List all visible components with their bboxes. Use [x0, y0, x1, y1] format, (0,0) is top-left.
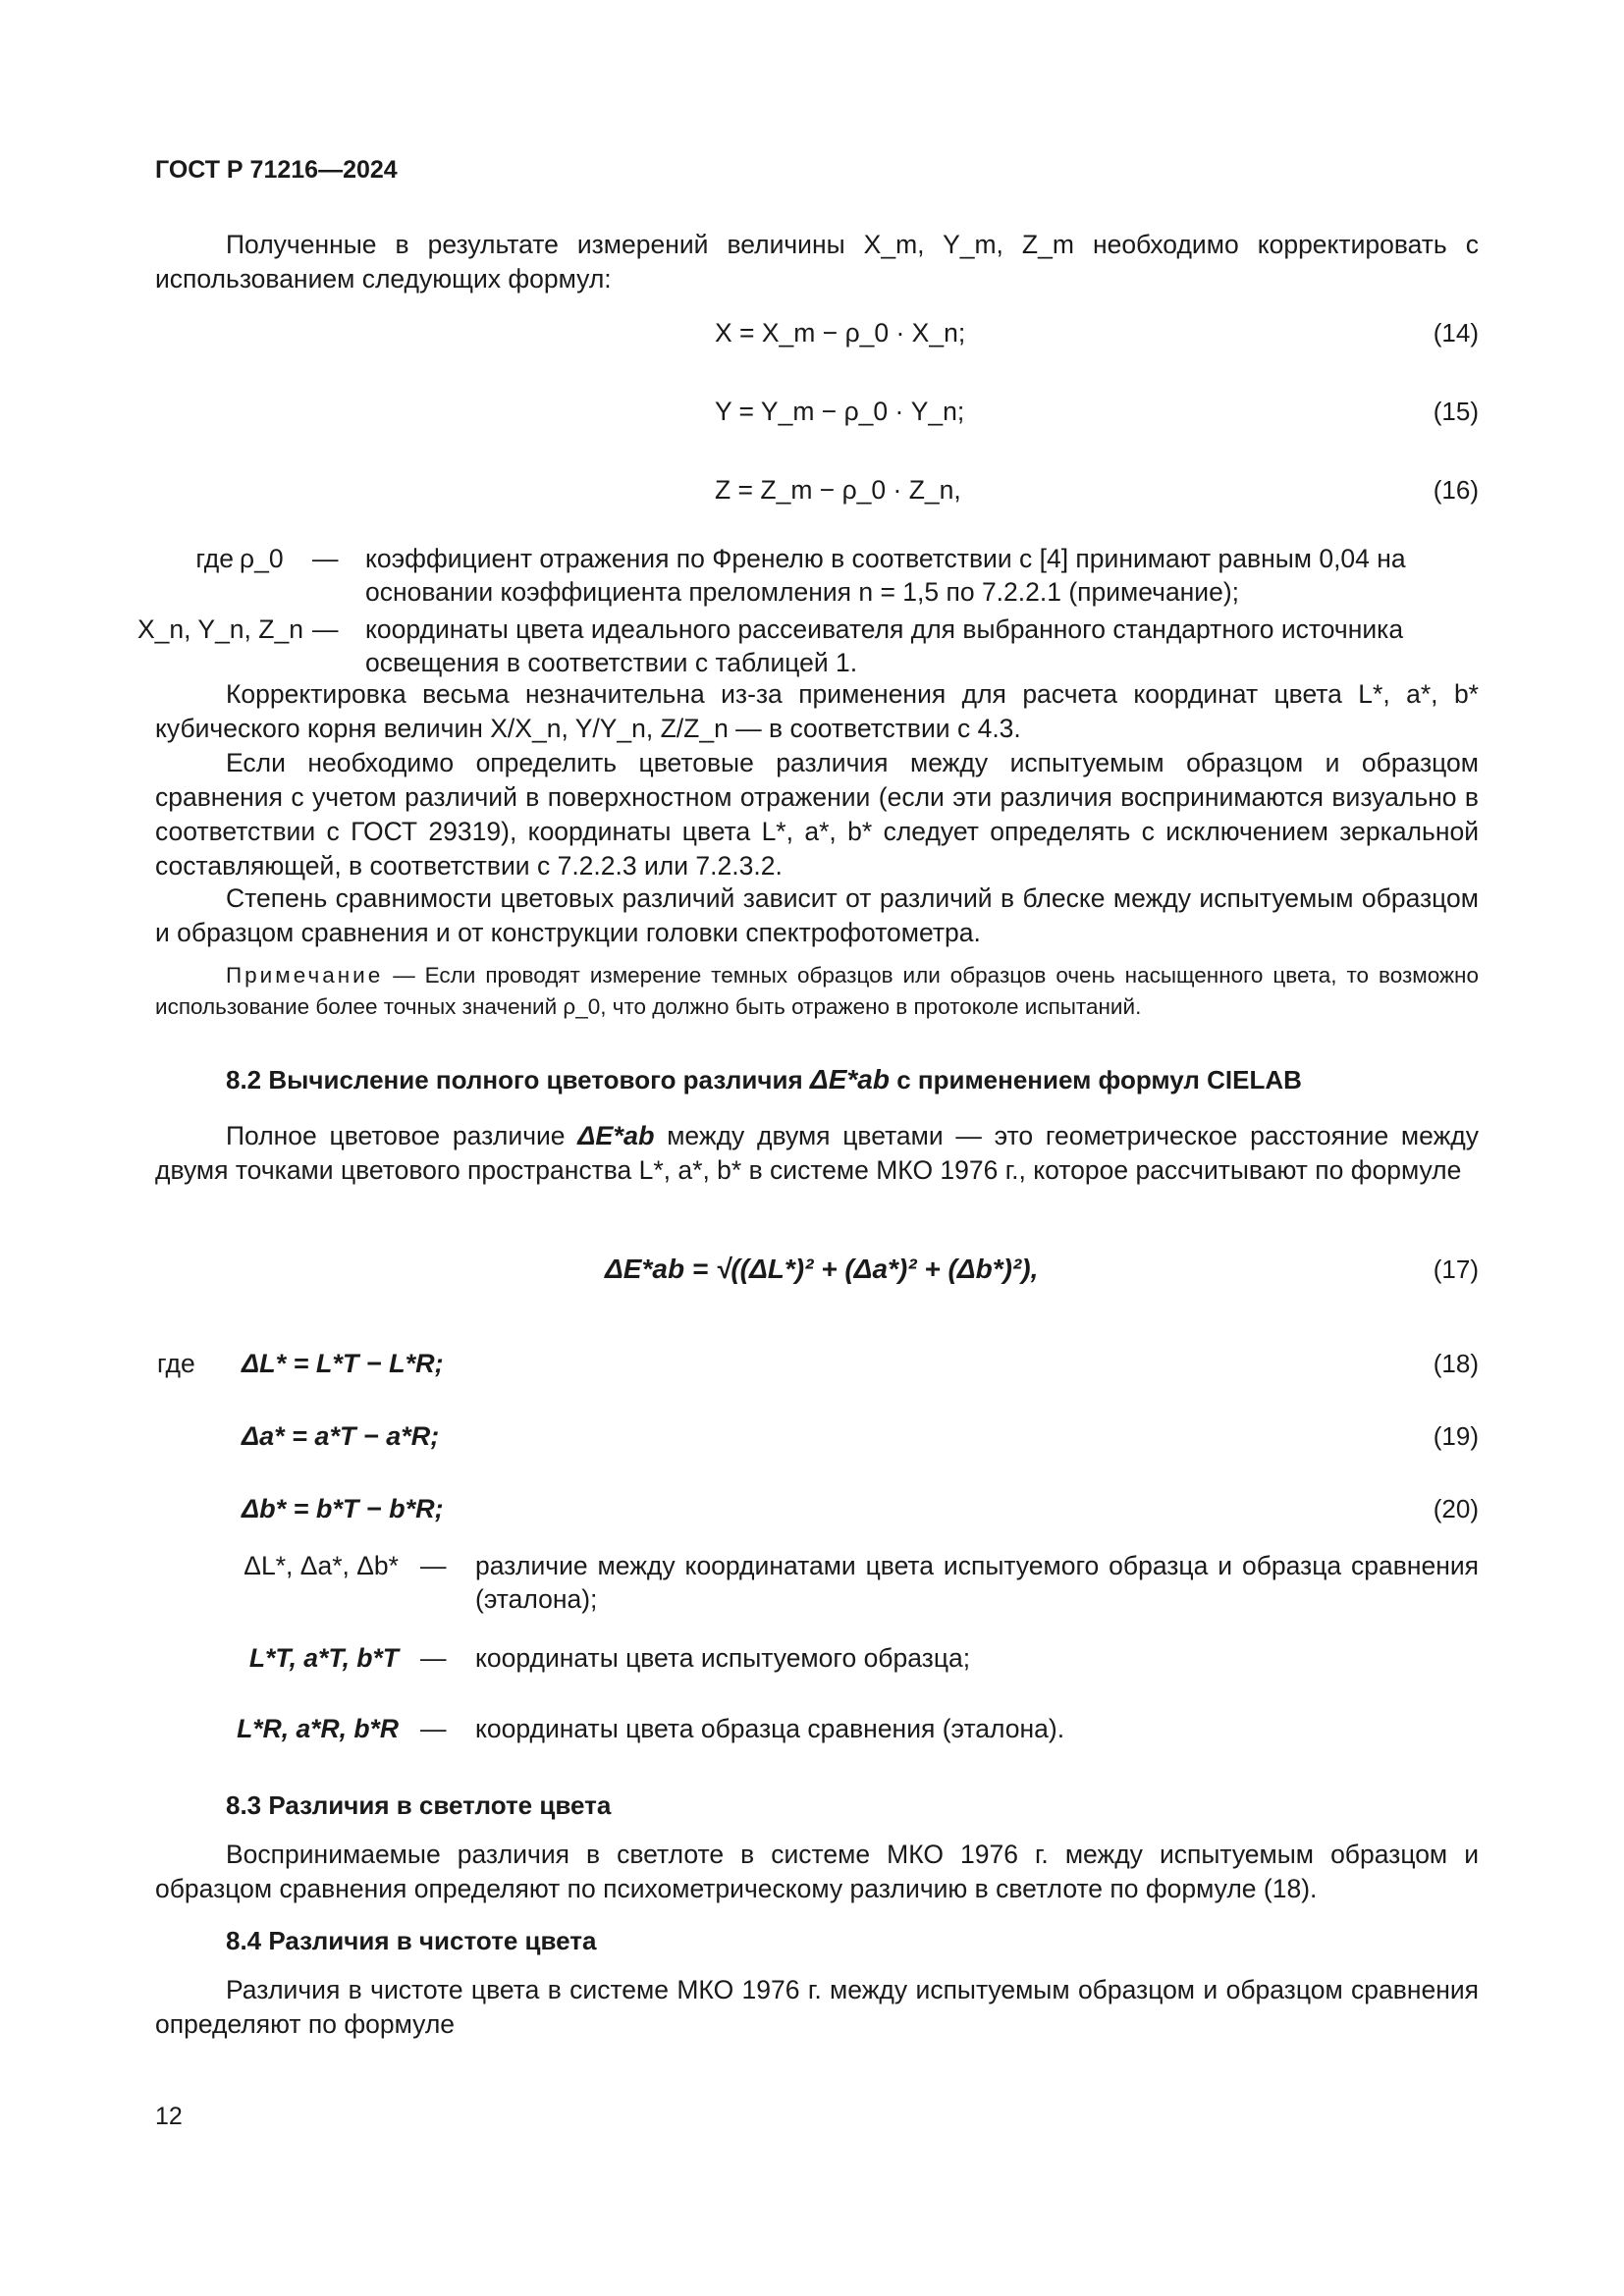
para-text: между двумя цветами — это геометрическое расстояние между двумя точками цветового пространства L*, a*, b* в системе МКО 1976 г., которое рассчитывают по формуле	[155, 1121, 1480, 1185]
rho0-term: ρ_0	[240, 544, 284, 573]
correction-paragraph: Корректировка весьма незначительна из-за применения для расчета координат цвета L*, a*, b* кубического корня величин X/X_n, Y/Y_n, Z/Z_n — в соответствии с 4.3.	[155, 679, 1479, 743]
section-8-4-paragraph: Различия в чистоте цвета в системе МКО 1976 г. между испытуемым образцом и образцом сравнения определяют по формуле	[155, 1975, 1479, 2039]
equation-15-number: (15)	[1433, 397, 1479, 426]
section-8-3-title	[226, 1789, 611, 1822]
delta-e-symbol: ΔE*ab	[577, 1121, 655, 1150]
delta-e-symbol: ΔE*ab	[809, 1064, 890, 1095]
section-number: 8.4	[226, 1926, 262, 1955]
section-8-2-title	[226, 1063, 1302, 1096]
delta-terms: ΔL*, Δa*, Δb*	[244, 1551, 399, 1580]
where-label: где	[195, 544, 234, 573]
section-number: 8.2	[226, 1065, 262, 1095]
ref-coords-definition: координаты цвета образца сравнения (эталона).	[475, 1714, 1065, 1743]
where-label: где	[157, 1349, 195, 1378]
page-number: 12	[155, 2103, 183, 2130]
equation-19-number: (19)	[1433, 1421, 1479, 1451]
definition-dash: —	[312, 614, 339, 644]
formula-delta-l: ΔL* = L*T − L*R;	[242, 1349, 444, 1378]
para-text: Полное цветовое различие	[226, 1121, 566, 1150]
definition-dash: —	[420, 1714, 447, 1743]
definition-dash: —	[420, 1643, 447, 1673]
section-number: 8.3	[226, 1790, 262, 1820]
intro-paragraph: Полученные в результате измерений величины X_m, Y_m, Z_m необходимо корректировать с использованием следующих формул:	[155, 230, 1479, 294]
formula-delta-b: Δb* = b*T − b*R;	[242, 1494, 444, 1523]
equation-20-number: (20)	[1433, 1494, 1479, 1523]
equation-14: X = X_m − ρ_0 · X_n;	[715, 318, 966, 347]
ref-coords-term: L*R, a*R, b*R	[237, 1714, 399, 1743]
gloss-paragraph: Степень сравнимости цветовых различий зависит от различий в блеске между испытуемым образцом и образцом сравнения и от конструкции головки спектрофотометра.	[155, 883, 1479, 947]
section-8-3-paragraph: Воспринимаемые различия в светлоте в системе МКО 1976 г. между испытуемым образцом и образцом сравнения определяют по психометрическому различию в светлоте по формуле (18).	[155, 1840, 1479, 1903]
formula-delta-a: Δa* = a*T − a*R;	[242, 1421, 440, 1451]
section-title-text: Вычисление полного цветового различия	[268, 1065, 803, 1095]
note-text: — Если проводят измерение темных образцов или образцов очень насыщенного цвета, то возможно использование более точных значений ρ_0, что должно быть отражено в протоколе испытаний.	[155, 963, 1479, 1019]
main-formula: ΔE*ab = √((ΔL*)² + (Δa*)² + (Δb*)²),	[605, 1254, 1039, 1284]
definition-dash: —	[420, 1551, 447, 1580]
xyz-n-definition: координаты цвета идеального рассеивателя для выбранного стандартного источника освещения в соответствии с таблицей 1.	[365, 614, 1404, 677]
section-title-text: Различия в светлоте цвета	[268, 1790, 612, 1820]
test-coords-term: L*T, a*T, b*T	[248, 1643, 399, 1673]
note-label: Примечание	[226, 963, 384, 988]
equation-17-number: (17)	[1433, 1255, 1479, 1284]
delta-definition: различие между координатами цвета испытуемого образца и образца сравнения (эталона);	[475, 1551, 1479, 1614]
equation-16-number: (16)	[1433, 475, 1479, 505]
equation-18-number: (18)	[1433, 1349, 1479, 1378]
equation-14-number: (14)	[1433, 318, 1479, 347]
note	[155, 960, 1479, 1023]
specular-paragraph: Если необходимо определить цветовые различия между испытуемым образцом и образцом сравнения с учетом различий в поверхностном отражении (если эти различия воспринимаются визуально в соответствии с ГОСТ 29319), координаты цвета L*, a*, b* следует определять с исключением зеркальной составляющей, в соответствии с 7.2.2.3 или 7.2.3.2.	[155, 748, 1479, 881]
section-8-4-title	[226, 1924, 596, 1957]
definition-dash: —	[312, 544, 339, 573]
section-8-2-paragraph	[155, 1119, 1479, 1188]
equation-16: Z = Z_m − ρ_0 · Z_n,	[715, 475, 961, 505]
rho0-definition: коэффициент отражения по Френелю в соответствии с [4] принимают равным 0,04 на основании коэффициента преломления n = 1,5 по 7.2.2.1 (примечание);	[365, 544, 1406, 607]
xyz-n-term: X_n, Y_n, Z_n	[137, 614, 303, 644]
section-title-text: с применением формул CIELAB	[896, 1065, 1302, 1095]
test-coords-definition: координаты цвета испытуемого образца;	[475, 1643, 971, 1673]
document-code: ГОСТ Р 71216—2024	[155, 156, 398, 184]
equation-15: Y = Y_m − ρ_0 · Y_n;	[715, 397, 965, 426]
section-title-text: Различия в чистоте цвета	[268, 1926, 597, 1955]
